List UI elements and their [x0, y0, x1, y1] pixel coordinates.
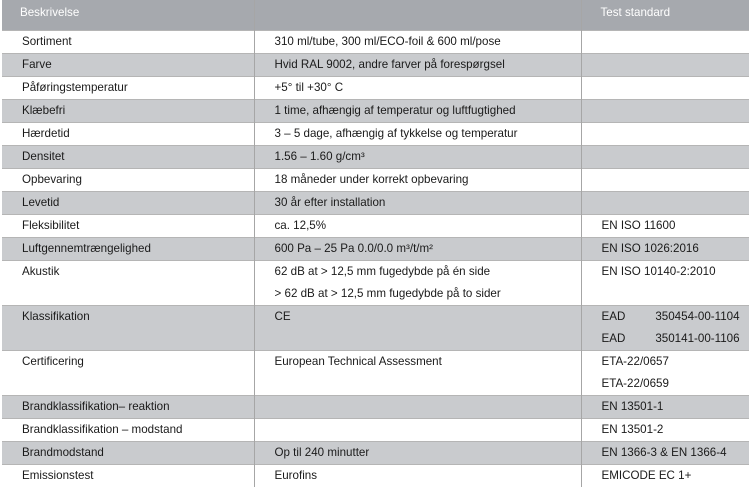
- row-value-line: > 62 dB at > 12,5 mm fugedybde på to sider: [275, 283, 581, 305]
- row-value-line: 1 time, afhængig af temperatur og luftfugtighed: [275, 100, 581, 122]
- row-value-line: 1.56 – 1.60 g/cm³: [275, 146, 581, 168]
- table-row: [2, 31, 749, 54]
- standard-type: EAD: [602, 332, 626, 345]
- row-label: [2, 238, 254, 261]
- row-test-standard: [581, 54, 749, 77]
- table-row: [2, 215, 749, 238]
- row-label: [2, 31, 254, 54]
- table-row: [2, 419, 749, 442]
- table-row: [2, 146, 749, 169]
- row-value: [254, 77, 581, 100]
- row-test-standard: [581, 123, 749, 146]
- row-value-line: Eurofins: [275, 465, 581, 487]
- row-test-standard: [581, 77, 749, 100]
- standard-line: EN 13501-2: [602, 419, 750, 441]
- standard-line: EN 1366-3 & EN 1366-4: [602, 442, 750, 464]
- row-test-standard: [581, 465, 749, 487]
- row-value: [254, 419, 581, 442]
- row-test-standard: [581, 442, 749, 465]
- standard-line: EN ISO 1026:2016: [602, 238, 750, 260]
- table-row: [2, 238, 749, 261]
- row-test-standard: [581, 169, 749, 192]
- row-label-text: Sortiment: [22, 31, 254, 53]
- standard-line: EMICODE EC 1+: [602, 465, 750, 487]
- row-value: [254, 238, 581, 261]
- row-value: [254, 465, 581, 487]
- row-label-text: Farve: [22, 54, 254, 76]
- table-row: [2, 192, 749, 215]
- row-value: [254, 396, 581, 419]
- row-value-line: 18 måneder under korrekt opbevaring: [275, 169, 581, 191]
- row-test-standard: [581, 351, 749, 396]
- table-header: [2, 0, 749, 31]
- row-label-text: Certificering: [22, 351, 254, 373]
- row-label-text: Akustik: [22, 261, 254, 283]
- row-value-line: 30 år efter installation: [275, 192, 581, 214]
- header-description: Beskrivelse: [2, 0, 254, 31]
- row-test-standard: [581, 215, 749, 238]
- row-test-standard: [581, 419, 749, 442]
- row-label: [2, 419, 254, 442]
- row-value: [254, 31, 581, 54]
- header-test-standard: Test standard: [581, 0, 749, 31]
- row-label-text: Klassifikation: [22, 306, 254, 328]
- table-row: [2, 306, 749, 351]
- row-value: [254, 306, 581, 351]
- row-label-text: Fleksibilitet: [22, 215, 254, 237]
- table-row: [2, 169, 749, 192]
- table-body: [2, 31, 749, 487]
- row-label: [2, 146, 254, 169]
- row-label-text: Luftgennemtrængelighed: [22, 238, 254, 260]
- row-value: [254, 351, 581, 396]
- row-value-line: CE: [275, 306, 581, 328]
- row-label-text: Brandmodstand: [22, 442, 254, 464]
- row-test-standard: [581, 306, 749, 351]
- row-value-line: Op til 240 minutter: [275, 442, 581, 464]
- standard-line: [602, 328, 750, 350]
- row-value: [254, 54, 581, 77]
- standard-line: ETA-22/0659: [602, 373, 750, 395]
- standard-line: EN 13501-1: [602, 396, 750, 418]
- table-row: [2, 123, 749, 146]
- table-row: [2, 54, 749, 77]
- row-test-standard: [581, 261, 749, 306]
- row-test-standard: [581, 146, 749, 169]
- table-row: [2, 77, 749, 100]
- row-value: [254, 169, 581, 192]
- row-label: [2, 261, 254, 306]
- standard-code: 350454-00-1104: [655, 310, 739, 323]
- standard-line: EN ISO 11600: [602, 215, 750, 237]
- row-value: [254, 146, 581, 169]
- row-label-text: Påføringstemperatur: [22, 77, 254, 99]
- row-test-standard: [581, 238, 749, 261]
- table-row: [2, 100, 749, 123]
- row-value: [254, 215, 581, 238]
- table-row: [2, 442, 749, 465]
- row-value-line: ca. 12,5%: [275, 215, 581, 237]
- row-label-text: Brandklassifikation– reaktion: [22, 396, 254, 418]
- row-label-text: Brandklassifikation – modstand: [22, 419, 254, 441]
- standard-line: ETA-22/0657: [602, 351, 750, 373]
- row-value: [254, 100, 581, 123]
- table-row: [2, 261, 749, 306]
- table-row: [2, 396, 749, 419]
- row-test-standard: [581, 100, 749, 123]
- row-label: [2, 215, 254, 238]
- row-value: [254, 192, 581, 215]
- row-test-standard: [581, 192, 749, 215]
- standard-line: EN ISO 10140-2:2010: [602, 261, 750, 283]
- row-label: [2, 54, 254, 77]
- table-row: [2, 465, 749, 487]
- row-label: [2, 192, 254, 215]
- row-label: [2, 169, 254, 192]
- row-value: [254, 261, 581, 306]
- row-label: [2, 396, 254, 419]
- row-label: [2, 465, 254, 487]
- row-value-line: [275, 396, 581, 418]
- standard-type: EAD: [602, 310, 626, 323]
- row-test-standard: [581, 31, 749, 54]
- header-row: [2, 0, 749, 31]
- row-value-line: [275, 419, 581, 441]
- spec-sheet: [2, 0, 749, 469]
- specification-table: [2, 0, 749, 487]
- row-label-text: Hærdetid: [22, 123, 254, 145]
- row-label-text: Opbevaring: [22, 169, 254, 191]
- row-label: [2, 351, 254, 396]
- row-label: [2, 123, 254, 146]
- row-label: [2, 306, 254, 351]
- row-value-line: European Technical Assessment: [275, 351, 581, 373]
- row-value-line: 310 ml/tube, 300 ml/ECO-foil & 600 ml/pose: [275, 31, 581, 53]
- row-label-text: Emissionstest: [22, 465, 254, 487]
- row-value-line: 600 Pa – 25 Pa 0.0/0.0 m³/t/m²: [275, 238, 581, 260]
- row-test-standard: [581, 396, 749, 419]
- row-value-line: Hvid RAL 9002, andre farver på forespørgsel: [275, 54, 581, 76]
- row-value: [254, 123, 581, 146]
- row-value-line: 3 – 5 dage, afhængig af tykkelse og temperatur: [275, 123, 581, 145]
- row-label-text: Levetid: [22, 192, 254, 214]
- row-label-text: Klæbefri: [22, 100, 254, 122]
- row-value: [254, 442, 581, 465]
- standard-code: 350141-00-1106: [655, 332, 739, 345]
- row-label: [2, 100, 254, 123]
- row-value-line: +5° til +30° C: [275, 77, 581, 99]
- row-label: [2, 77, 254, 100]
- row-label-text: Densitet: [22, 146, 254, 168]
- row-value-line: 62 dB at > 12,5 mm fugedybde på én side: [275, 261, 581, 283]
- standard-line: [602, 306, 750, 328]
- row-label: [2, 442, 254, 465]
- table-row: [2, 351, 749, 396]
- header-value: [254, 0, 581, 31]
